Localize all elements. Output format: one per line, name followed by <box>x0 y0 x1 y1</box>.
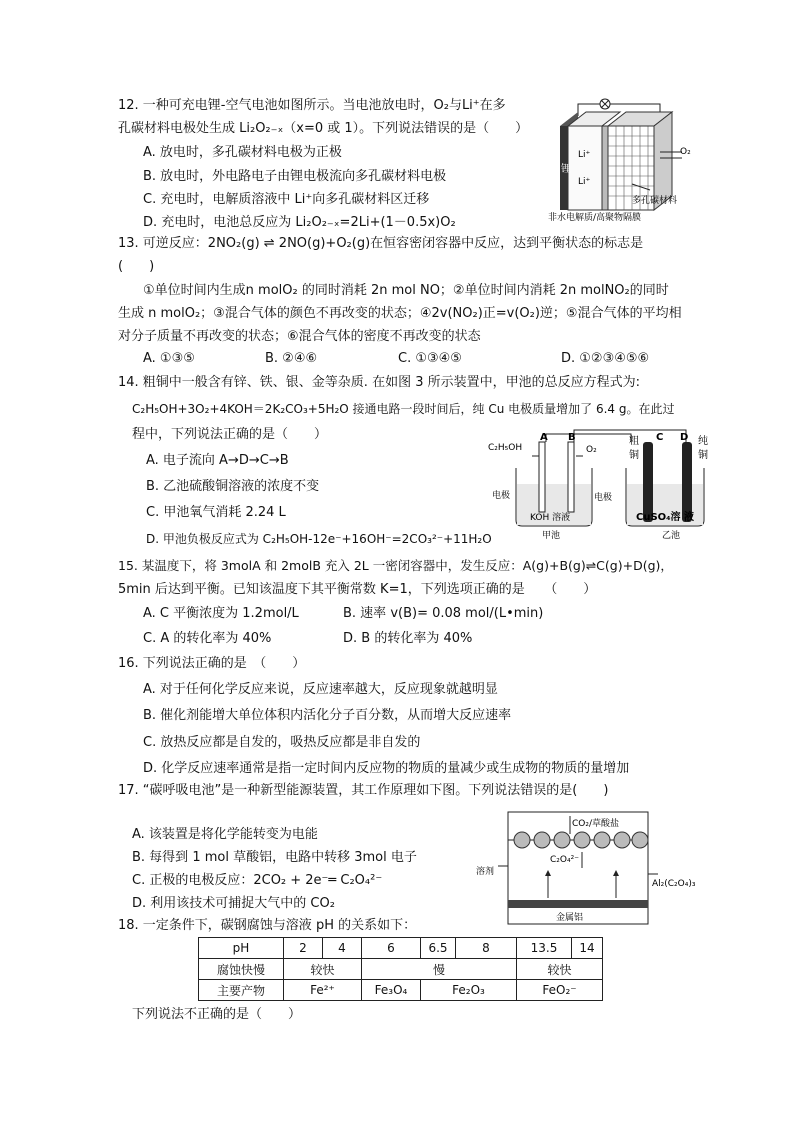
q16-stem: 16. 下列说法正确的是 （ ） <box>118 656 306 671</box>
q15-option-c: C. A 的转化率为 40% <box>143 631 272 646</box>
q12-stem-line1: 12. 一种可充电锂-空气电池如图所示。当电池放电时，O₂与Li⁺在多 <box>118 98 506 113</box>
q13-option-c: C. ①③④⑤ <box>398 351 462 366</box>
li-ion-label-2: Li⁺ <box>578 177 591 187</box>
q13-option-a: A. ①③⑤ <box>143 351 195 366</box>
electrode-left-label: 电极 <box>492 491 511 501</box>
aluminium-oxalate-label: Al₂(C₂O₄)₃ <box>652 879 696 889</box>
koh-label: KOH 溶液 <box>530 513 571 523</box>
cuso4-label: CuSO₄溶 液 <box>636 512 695 523</box>
electrode-d-label: D <box>680 432 689 443</box>
q12-option-b: B. 放电时，外电路电子由锂电极流向多孔碳材料电极 <box>143 169 447 184</box>
q17-option-b: B. 每得到 1 mol 草酸铝，电路中转移 3mol 电子 <box>132 850 417 865</box>
ph-cell: 6 <box>362 938 421 959</box>
q12-option-a: A. 放电时，多孔碳材料电极为正极 <box>143 145 342 160</box>
q14-stem-line2: C₂H₅OH+3O₂+4KOH＝2K₂CO₃+5H₂O 接通电路一段时间后，纯 Cu 电极质量增加了 6.4 g。在此过 <box>132 402 675 416</box>
porous-carbon-label: 多孔碳材料 <box>632 196 678 206</box>
table-row-product <box>199 980 603 1001</box>
q16-option-c: C. 放热反应都是自发的，吸热反应都是非自发的 <box>143 735 421 750</box>
electrode-c-label: C <box>656 432 664 443</box>
ph-header: pH <box>199 938 284 959</box>
q15-option-d: D. B 的转化率为 40% <box>343 631 473 646</box>
table-row-ph <box>199 938 603 959</box>
q18-stem: 18. 一定条件下，碳钢腐蚀与溶液 pH 的关系如下： <box>118 918 417 933</box>
ph-cell: 14 <box>572 938 603 959</box>
q14-option-d: D. 甲池负极反应式为 C₂H₅OH-12e⁻+16OH⁻=2CO₃²⁻+11H₂O <box>146 532 492 546</box>
oxygen-label: O₂ <box>586 445 597 455</box>
q16-option-b: B. 催化剂能增大单位体积内活化分子百分数，从而增大反应速率 <box>143 708 512 723</box>
q13-body-line3: 对分子质量不再改变的状态；⑥混合气体的密度不再改变的状态 <box>118 329 481 344</box>
q14-option-b: B. 乙池硫酸铜溶液的浓度不变 <box>146 479 320 494</box>
o2-label: O₂ <box>680 147 691 157</box>
q12-option-d: D. 充电时，电池总反应为 Li₂O₂₋ₓ=2Li+(1－0.5x)O₂ <box>143 215 456 230</box>
q12-option-c: C. 充电时，电解质溶液中 Li⁺向多孔碳材料区迁移 <box>143 192 430 207</box>
product-cell: FeO₂⁻ <box>517 980 603 1001</box>
q12-stem-line2: 孔碳材料电极处生成 Li₂O₂₋ₓ（x=0 或 1）。下列说法错误的是（ ） <box>118 121 529 136</box>
q17-stem: 17. “碳呼吸电池”是一种新型能源装置，其工作原理如下图。下列说法错误的是( ) <box>118 783 609 798</box>
metal-aluminium-label: 金属铝 <box>556 913 584 923</box>
co2-oxalate-label: CO₂/草酸盐 <box>572 819 620 829</box>
electrode-b-label: B <box>568 432 576 443</box>
q14-stem-line1: 14. 粗铜中一般含有锌、铁、银、金等杂质. 在如图 3 所示装置中，甲池的总反应方程式为: <box>118 375 640 390</box>
product-cell: Fe²⁺ <box>284 980 362 1001</box>
q17-option-d: D. 利用该技术可捕捉大气中的 CO₂ <box>132 896 335 911</box>
q14-electrolysis-figure <box>486 428 716 540</box>
li-ion-label-1: Li⁺ <box>578 150 591 160</box>
yi-pool-label: 乙池 <box>662 531 681 540</box>
pure-copper-label-1: 纯 <box>698 436 708 447</box>
product-cell: Fe₃O₄ <box>362 980 421 1001</box>
pure-copper-label-2: 铜 <box>698 450 708 461</box>
q16-option-a: A. 对于任何化学反应来说，反应速率越大，反应现象就越明显 <box>143 682 498 697</box>
jia-pool-label: 甲池 <box>542 531 561 540</box>
oxalate-ion-label: C₂O₄²⁻ <box>550 855 579 865</box>
q17-option-c: C. 正极的电极反应：2CO₂ + 2e⁻═ C₂O₄²⁻ <box>132 873 383 888</box>
q13-body-line2: 生成 n molO₂；③混合气体的颜色不再改变的状态；④2v(NO₂)正=v(O₂)逆；⑤混合气体的平均相 <box>118 306 682 321</box>
ph-cell: 8 <box>456 938 517 959</box>
electrode-a-label: A <box>540 432 548 443</box>
crude-copper-label-2: 铜 <box>629 450 639 461</box>
q14-stem-line3: 程中，下列说法正确的是（ ） <box>132 427 328 442</box>
solvent-label: 溶剂 <box>476 867 495 877</box>
ph-cell: 2 <box>284 938 323 959</box>
membrane-label: 非水电解质/高聚物隔膜 <box>548 213 642 223</box>
rate-header: 腐蚀快慢 <box>199 959 284 980</box>
electrode-right-label: 电极 <box>594 493 613 503</box>
q13-stem-line2: ( ) <box>118 259 155 274</box>
q14-option-c: C. 甲池氧气消耗 2.24 L <box>146 505 286 520</box>
q14-option-a: A. 电子流向 A→D→C→B <box>146 453 289 468</box>
q13-option-b: B. ②④⑥ <box>265 351 318 366</box>
q16-option-d: D. 化学反应速率通常是指一定时间内反应物的物质的量减少或生成物的物质的量增加 <box>143 761 630 776</box>
q17-option-a: A. 该装置是将化学能转变为电能 <box>132 827 318 842</box>
ethanol-label: C₂H₅OH <box>488 443 523 453</box>
rate-cell: 慢 <box>362 959 517 980</box>
product-header: 主要产物 <box>199 980 284 1001</box>
ph-cell: 4 <box>323 938 362 959</box>
q13-body-line1: ①单位时间内生成n molO₂ 的同时消耗 2n mol NO；②单位时间内消耗 2n molNO₂的同时 <box>143 283 669 298</box>
ph-cell: 13.5 <box>517 938 572 959</box>
q13-option-d: D. ①②③④⑤⑥ <box>561 351 650 366</box>
q15-stem-line2: 5min 后达到平衡。已知该温度下其平衡常数 K=1，下列选项正确的是 （ ） <box>118 582 597 597</box>
q15-option-a: A. C 平衡浓度为 1.2mol/L <box>143 606 299 621</box>
q13-stem-line1: 13. 可逆反应：2NO₂(g) ⇌ 2NO(g)+O₂(g)在恒容密闭容器中反应，达到平衡状态的标志是 <box>118 236 644 251</box>
product-cell: Fe₂O₃ <box>421 980 517 1001</box>
q15-option-b: B. 速率 v(B)= 0.08 mol/(L•min) <box>343 606 544 621</box>
ph-cell: 6.5 <box>421 938 456 959</box>
q15-stem-line1: 15. 某温度下，将 3molA 和 2molB 充入 2L 一密闭容器中，发生反应：A(g)+B(g)⇌C(g)+D(g)， <box>118 558 673 573</box>
rate-cell: 较快 <box>284 959 362 980</box>
q17-carbon-battery-figure <box>476 808 706 932</box>
q18-followup: 下列说法不正确的是（ ） <box>132 1007 302 1022</box>
lithium-label: 锂 <box>561 164 571 175</box>
rate-cell: 较快 <box>517 959 603 980</box>
table-row-rate <box>199 959 603 980</box>
crude-copper-label-1: 粗 <box>629 436 639 447</box>
corrosion-ph-table <box>198 937 603 1001</box>
q12-battery-figure <box>540 92 700 224</box>
